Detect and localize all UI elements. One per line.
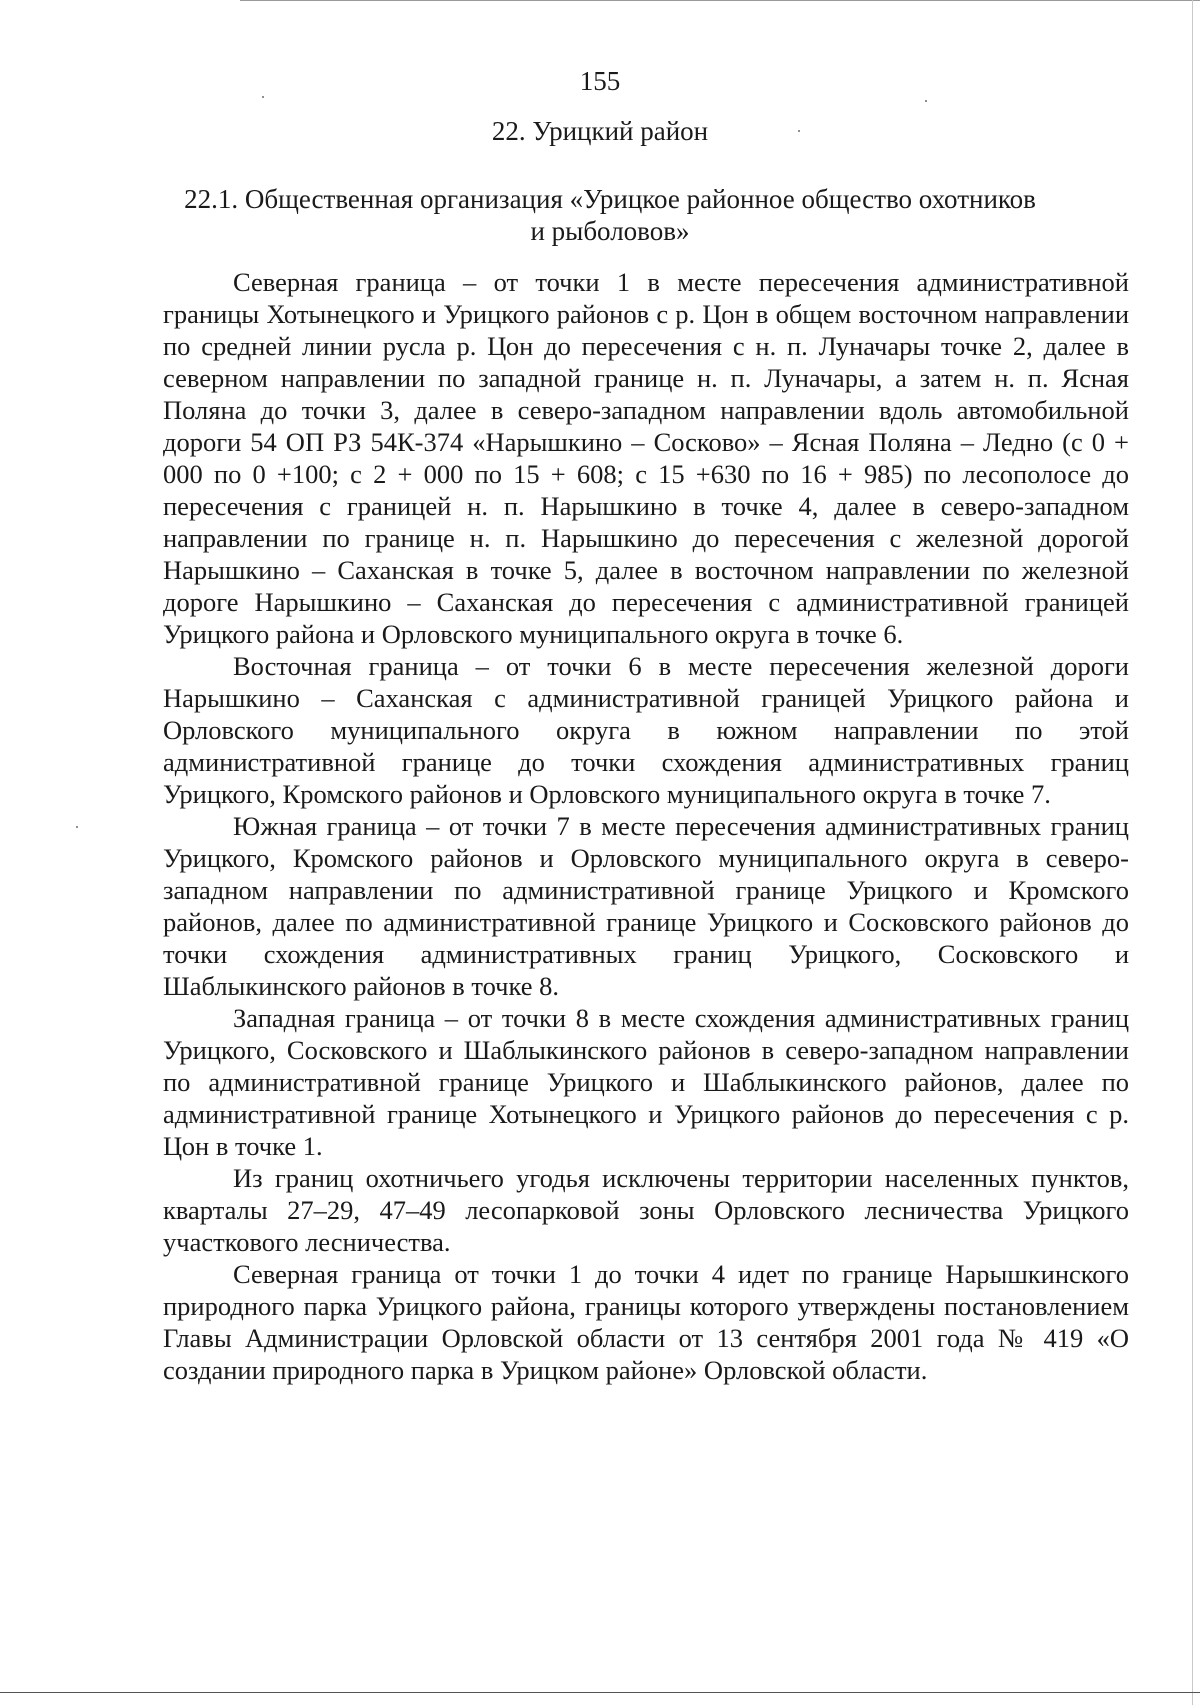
scan-top-edge-line bbox=[240, 0, 1200, 1]
section-title: 22. Урицкий район bbox=[491, 116, 709, 146]
subsection-title: 22.1. Общественная организация «Урицкое районное общество охотников и рыболовов» bbox=[184, 184, 1036, 246]
paragraph-exclusions: Из границ охотничьего угодья исключены территории населенных пунктов, кварталы 27–29, 47–49 лесопарковой зоны Орловского лесничества Урицкого участкового лесничества. bbox=[163, 1163, 1129, 1257]
page-number: 155 bbox=[579, 66, 621, 96]
scan-bottom-edge-line bbox=[0, 1692, 1200, 1693]
paragraph-eastern-boundary: Восточная граница – от точки 6 в месте пересечения железной дороги Нарышкино – Саханская с административной границей Урицкого района и Орловского муниципального округа в южном направлении по этой административной границе до точки схождения административных границ Урицкого, Кромского районов и Орловского муниципального округа в точке 7. bbox=[163, 651, 1129, 809]
scan-speck bbox=[925, 100, 927, 102]
scan-right-edge-line bbox=[1192, 0, 1193, 1705]
paragraph-southern-boundary: Южная граница – от точки 7 в месте пересечения административных границ Урицкого, Кромского районов и Орловского муниципального округа в северо-западном направлении по административной границе Урицкого и Кромского районов, далее по административной границе Урицкого и Сосковского районов до точки схождения административных границ Урицкого, Сосковского и Шаблыкинского районов в точке 8. bbox=[163, 811, 1129, 1001]
paragraph-western-boundary: Западная граница – от точки 8 в месте схождения административных границ Урицкого, Сосковского и Шаблыкинского районов в северо-западном направлении по административной границе Урицкого и Шаблыкинского районов, далее по административной границе Хотынецкого и Урицкого районов до пересечения с р. Цон в точке 1. bbox=[163, 1003, 1129, 1161]
scan-speck bbox=[262, 96, 264, 98]
paragraph-northern-boundary: Северная граница – от точки 1 в месте пересечения административной границы Хотынецкого и Урицкого районов с р. Цон в общем восточном направлении по средней линии русла р. Цон до пересечения с н. п. Луначары точке 2, далее в северном направлении по западной границе н. п. Луначары, а затем н. п. Ясная Поляна до точки 3, далее в северо-западном направлении вдоль автомобильной дороги 54 ОП РЗ 54К-374 «Нарышкино – Сосково» – Ясная Поляна – Ледно (с 0 + 000 по 0 +100; с 2 + 000 по 15 + 608; с 15 +630 по 16 + 985) по лесополосе до пересечения с границей н. п. Нарышкино в точке 4, далее в северо-западном направлении по границе н. п. Нарышкино до пересечения с железной дорогой Нарышкино – Саханская в точке 5, далее в восточном направлении по железной дороге Нарышкино – Саханская до пересечения с административной границей Урицкого района и Орловского муниципального округа в точке 6. bbox=[163, 267, 1129, 649]
scan-speck bbox=[76, 826, 78, 828]
paragraph-nature-park-note: Северная граница от точки 1 до точки 4 идет по границе Нарышкинского природного парка Урицкого района, границы которого утверждены постановлением Главы Администрации Орловской области от 13 сентября 2001 года № 419 «О создании природного парка в Урицком районе» Орловской области. bbox=[163, 1259, 1129, 1385]
document-body bbox=[163, 266, 1129, 1386]
